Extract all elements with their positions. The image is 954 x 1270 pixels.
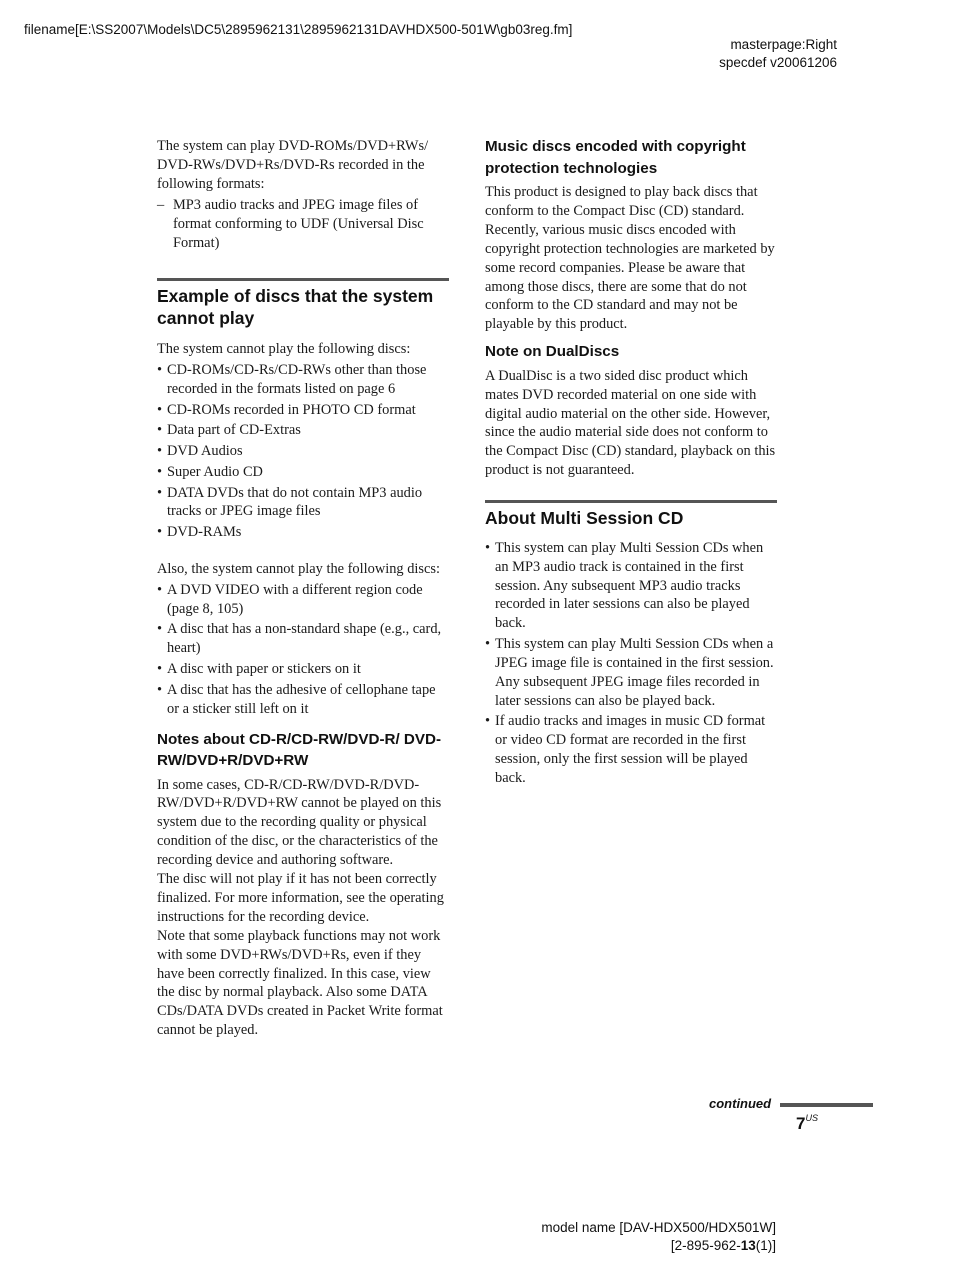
list-item: • CD-ROMs recorded in PHOTO CD format (157, 401, 449, 420)
multi-session-title: About Multi Session CD (485, 508, 684, 529)
dualdisc-paragraph: A DualDisc is a two sided disc product which mates DVD recorded material on one side with digital audio material on the other side. However, since the audio material side does not conform to the Compact Disc (CD) standard, playback on this product is not guaranteed. (485, 367, 776, 479)
notes-paragraph-3: Note that some playback functions may not work with some DVD+RWs/DVD+Rs, even if they have been correctly finalized. In this case, view the disc by normal playback. Also some DATA CDs/DATA DVDs created in Packet Write format cannot be played. (157, 927, 443, 1039)
intro-paragraph: The system can play DVD-ROMs/DVD+RWs/ DVD-RWs/DVD+Rs/DVD-Rs recorded in the following formats: (157, 138, 429, 192)
specdef-label: specdef v20061206 (719, 55, 837, 70)
part-code-bold: 13 (740, 1238, 756, 1253)
cannot-play-list-2 (157, 581, 449, 719)
intro-dash-list (157, 196, 449, 253)
section-rule (485, 500, 777, 503)
masterpage-label: masterpage:Right (730, 37, 837, 52)
list-item: • A DVD VIDEO with a different region code (page 8, 105) (157, 581, 449, 619)
list-item: • A disc that has the adhesive of cellophane tape or a sticker still left on it (157, 681, 449, 719)
left-column (157, 137, 449, 1040)
section-title-cannot-play: Example of discs that the system cannot play (157, 286, 434, 328)
model-footer (541, 1219, 776, 1255)
also-paragraph: Also, the system cannot play the following discs: (157, 561, 440, 578)
continued-bar (780, 1103, 873, 1107)
music-discs-paragraph: This product is designed to play back discs that conform to the Compact Disc (CD) standard. Recently, various music discs encoded with copyright protection technologies are marketed by some record companies. Please be aware that among those discs, there are some that do not conform to the CD standard and may not be playable by this product. (485, 184, 775, 333)
list-item: • Super Audio CD (157, 463, 449, 482)
list-item: • A disc that has a non-standard shape (e.g., card, heart) (157, 620, 449, 658)
list-item: • If audio tracks and images in music CD format or video CD format are recorded in the first session, only the first session will be played back. (485, 712, 777, 788)
model-name: model name [DAV-HDX500/HDX501W] (541, 1220, 776, 1235)
masterpage-header (719, 36, 837, 72)
notes-paragraph-2: The disc will not play if it has not been correctly finalized. For more information, see the operating instructions for the recording device. (157, 871, 444, 925)
section-intro: The system cannot play the following discs: (157, 341, 411, 358)
continued-label: continued (709, 1096, 772, 1111)
list-item: • DVD-RAMs (157, 523, 449, 542)
part-code-suffix: (1)] (755, 1238, 776, 1253)
cannot-play-list (157, 361, 449, 542)
page-number (796, 1114, 818, 1134)
list-item: • This system can play Multi Session CDs when an MP3 audio track is contained in the first session. Any subsequent MP3 audio tracks recorded in later sessions can also be played back. (485, 539, 777, 634)
right-column (485, 137, 777, 788)
dualdisc-title: Note on DualDiscs (485, 343, 620, 361)
notes-paragraph-1: In some cases, CD-R/CD-RW/DVD-R/DVD-RW/DVD+R/DVD+RW cannot be played on this system due to the recording quality or physical condition of the disc, or the characteristics of the recording device and authoring software. (157, 776, 442, 869)
filename-header: filename[E:\SS2007\Models\DC5\2895962131\2895962131DAVHDX500-501W\gb03reg.fm] (24, 22, 573, 37)
music-discs-title: Music discs encoded with copyright protection technologies (485, 138, 746, 177)
intro-dash-item: – MP3 audio tracks and JPEG image files of format conforming to UDF (Universal Disc Format) (157, 196, 449, 253)
list-item: • DVD Audios (157, 442, 449, 461)
list-item: • This system can play Multi Session CDs when a JPEG image file is contained in the first session. Any subsequent JPEG image files recorded in later sessions can also be played back. (485, 635, 777, 711)
list-item: • DATA DVDs that do not contain MP3 audio tracks or JPEG image files (157, 484, 449, 522)
list-item: • A disc with paper or stickers on it (157, 660, 449, 679)
notes-title: Notes about CD-R/CD-RW/DVD-R/ DVD-RW/DVD+R/DVD+RW (157, 730, 442, 770)
page-number-suffix: US (805, 1113, 818, 1124)
section-rule (157, 278, 449, 281)
multi-session-list (485, 539, 777, 788)
list-item: • CD-ROMs/CD-Rs/CD-RWs other than those recorded in the formats listed on page 6 (157, 361, 449, 399)
page-number-value: 7 (796, 1114, 806, 1133)
list-item: • Data part of CD-Extras (157, 421, 449, 440)
part-code (541, 1237, 776, 1255)
part-code-prefix: [2-895-962- (670, 1238, 741, 1253)
